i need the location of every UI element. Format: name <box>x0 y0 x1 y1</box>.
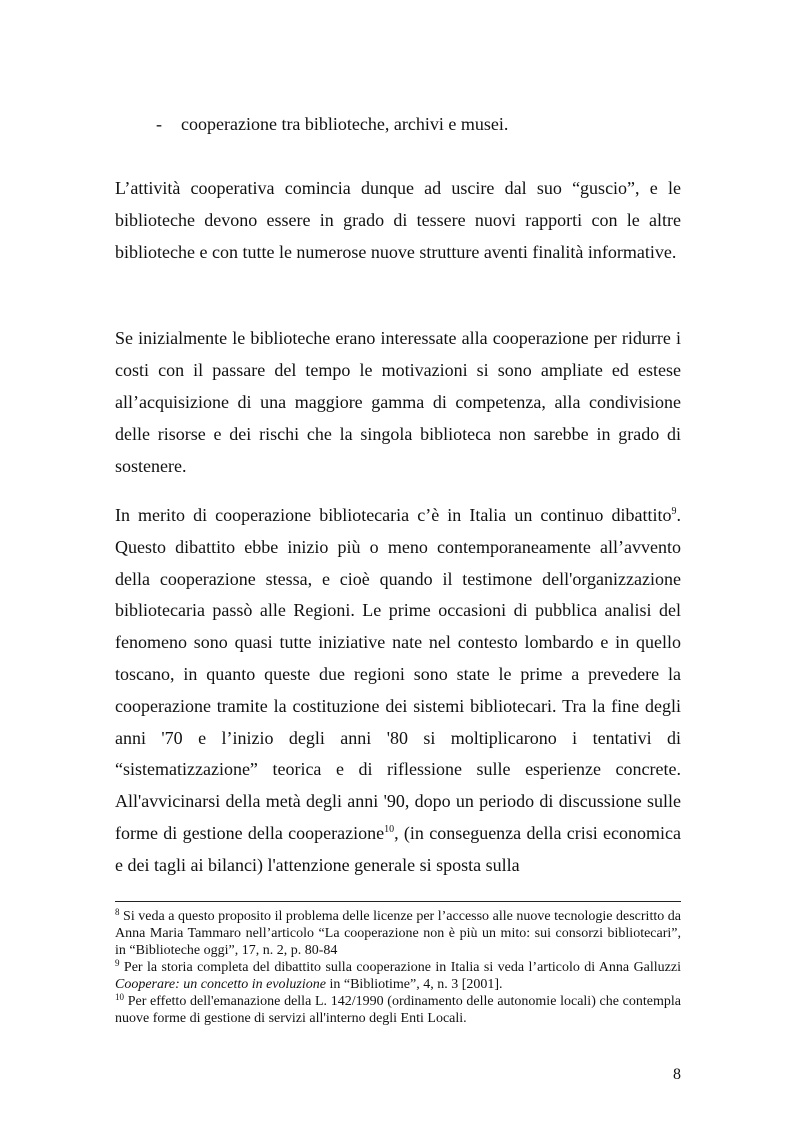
footnote-9-title: Cooperare: un concetto in evoluzione <box>115 977 326 992</box>
footnote-10 <box>115 993 681 1027</box>
paragraph-1: L’attività cooperativa comincia dunque ad uscire dal suo “guscio”, e le biblioteche devono essere in grado di tessere nuovi rapporti con le altre biblioteche e con tutte le numerose nuove strutture aventi finalità informative. <box>115 178 681 262</box>
paragraph-3-part-3: , (in conseguenza della crisi economica e dei tagli ai bilanci) l'attenzione generale si sposta sulla <box>115 822 681 875</box>
bullet-text: cooperazione tra biblioteche, archivi e musei. <box>181 114 509 134</box>
footnote-separator <box>115 901 681 902</box>
footnote-9-text-a: Per la storia completa del dibattito sulla cooperazione in Italia si veda l’articolo di Anna Galluzzi <box>119 960 681 975</box>
footnote-9-text-b: in “Bibliotime”, 4, n. 3 [2001]. <box>325 977 503 992</box>
footnote-9-number: 9 <box>115 958 120 968</box>
bullet-item <box>156 112 716 136</box>
footnotes <box>115 908 681 1027</box>
footnote-8 <box>115 908 681 959</box>
footnote-8-text: Si veda a questo proposito il problema delle licenze per l’accesso alle nuove tecnologie descritto da Anna Maria Tammaro nell’articolo “La cooperazione non è più un mito: sui consorzi bibliotecari”, in “Biblioteche oggi”, 17, n. 2, p. 80-84 <box>115 909 681 958</box>
footnote-ref-9: 9 <box>671 506 677 517</box>
paragraph-3 <box>115 500 681 882</box>
footnote-9 <box>115 959 681 993</box>
paragraph-3-part-1: In merito di cooperazione bibliotecaria c’è in Italia un continuo dibattito <box>115 505 672 525</box>
bullet-dash: - <box>156 114 162 134</box>
footnote-10-number: 10 <box>115 992 124 1002</box>
footnote-ref-10: 10 <box>384 823 395 835</box>
paragraph-2: Se inizialmente le biblioteche erano interessate alla cooperazione per ridurre i costi con il passare del tempo le motivazioni si sono ampliate ed estese all’acquisizione di una maggiore gamma di competenza, alla condivisione delle risorse e dei rischi che la singola biblioteca non sarebbe in grado di sostenere. <box>115 328 681 476</box>
footnote-10-text: Per effetto dell'emanazione della L. 142/1990 (ordinamento delle autonomie locali) che contempla nuove forme di gestione di servizi all'interno degli Enti Locali. <box>115 994 681 1026</box>
paragraph-3-part-2: . Questo dibattito ebbe inizio più o meno contemporaneamente all’avvento della cooperazione stessa, e cioè quando il testimone dell'organizzazione bibliotecaria passò alle Regioni. Le prime occasioni di pubblica analisi del fenomeno sono quasi tutte iniziative nate nel contesto lombardo e in quello toscano, in quanto queste due regioni sono state le prime a prevedere la cooperazione tramite la costituzione dei sistemi bibliotecari. Tra la fine degli anni '70 e l’inizio degli anni '80 si moltiplicarono i tentativi di “sistematizzazione” teorica e di riflessione sulle esperienze concrete. All'avvicinarsi della metà degli anni '90, dopo un periodo di discussione sulle forme di gestione della cooperazione <box>115 505 681 843</box>
footnote-8-number: 8 <box>115 907 120 917</box>
page-number: 8 <box>673 1066 681 1083</box>
